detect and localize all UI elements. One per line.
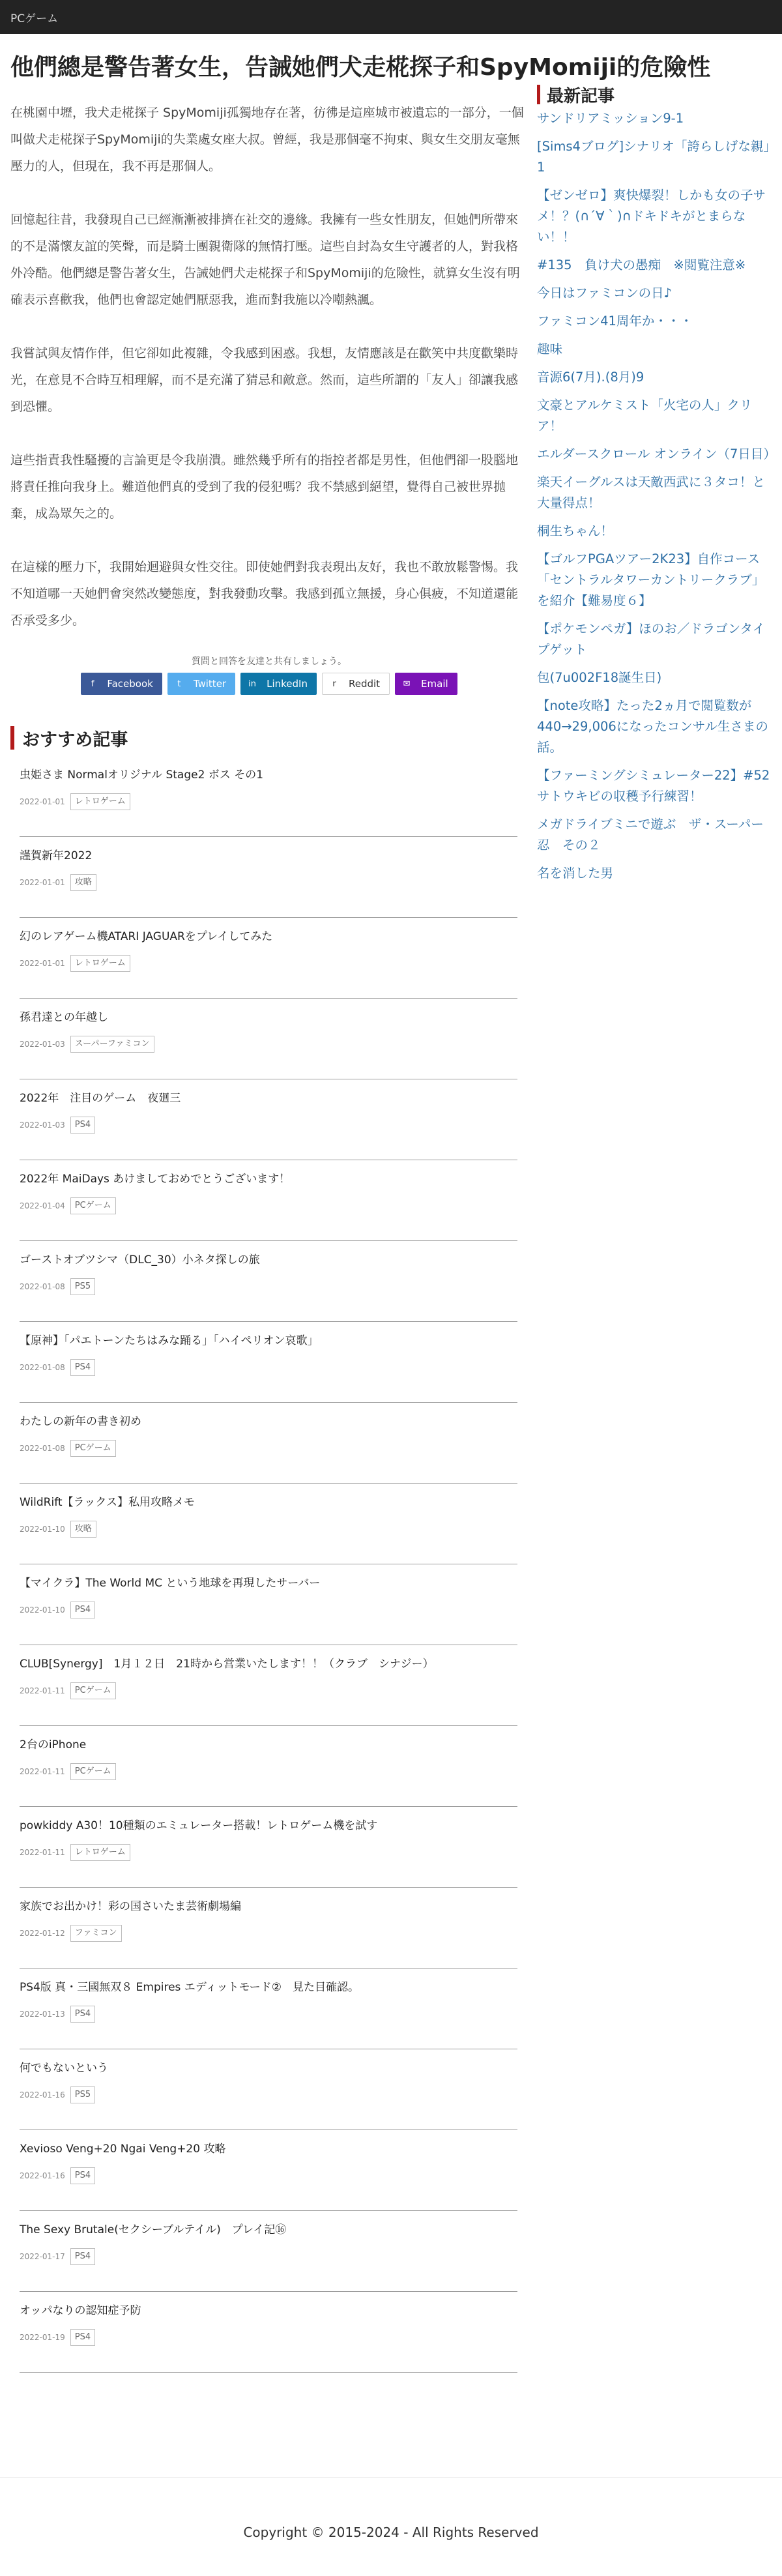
category-tag[interactable]: PS5 bbox=[70, 2086, 95, 2103]
recommended-item-meta bbox=[20, 1602, 517, 1618]
post-paragraph: 在桃園中壢，我犬走椛探子 SpyMomiji孤獨地存在著，彷彿是這座城市被遺忘的一部分，一個叫做犬走椛探子SpyMomiji的失業處女座大叔。曾經，我是那個毫不拘束、與女生交朋友毫無壓力的人，但現在，我不再是那個人。 bbox=[10, 106, 524, 173]
share-label: Twitter bbox=[193, 678, 227, 690]
post-paragraph: 這些指責我性騷擾的言論更是令我崩潰。雖然幾乎所有的指控者都是男性，但他們卻一股腦地將責任推向我身上。難道他們真的受到了我的侵犯嗎？我不禁感到絕望，覺得自己被世界拋棄，成為眾矢之的。 bbox=[10, 453, 519, 521]
linkedin-share-button[interactable] bbox=[240, 673, 317, 695]
category-tag[interactable]: PS5 bbox=[70, 1278, 95, 1295]
latest-posts-list bbox=[537, 108, 776, 884]
recommended-item-title[interactable]: 2台のiPhone bbox=[20, 1738, 87, 1751]
footer bbox=[0, 2477, 782, 2576]
category-tag[interactable]: 攻略 bbox=[70, 874, 96, 891]
post-paragraph: 我嘗試與友情作伴，但它卻如此複雜，令我感到困惑。我想，友情應該是在歡笑中共度歡樂時光，在意見不合時互相理解，而不是充滿了猜忌和敵意。然而，這些所謂的「友人」卻讓我感到恐懼。 bbox=[10, 346, 519, 414]
category-tag[interactable]: スーパーファミコン bbox=[70, 1036, 154, 1053]
recommended-item-title[interactable]: オッパなりの認知症予防 bbox=[20, 2304, 141, 2317]
sidebar-post-link[interactable]: 音源6(7月).(8月)9 bbox=[537, 370, 644, 385]
recommended-item-title[interactable]: CLUB[Synergy] 1月１２日 21時から営業いたします！！（クラブ シナジー） bbox=[20, 1658, 434, 1671]
post-date: 2022-01-03 bbox=[20, 1040, 65, 1049]
recommended-heading bbox=[10, 726, 528, 750]
recommended-item-title[interactable]: 【マイクラ】The World MC という地球を再現したサーバー bbox=[20, 1577, 321, 1590]
recommended-item-title[interactable]: 幻のレアゲーム機ATARI JAGUARをプレイしてみた bbox=[20, 930, 273, 943]
recommended-item[interactable] bbox=[20, 2130, 517, 2211]
post-date: 2022-01-12 bbox=[20, 1929, 65, 1938]
category-tag[interactable]: PS4 bbox=[70, 1117, 95, 1134]
twitter-share-button[interactable] bbox=[167, 673, 235, 695]
post-date: 2022-01-03 bbox=[20, 1120, 65, 1130]
recommended-item-title[interactable]: 何でもないという bbox=[20, 2062, 108, 2075]
share-label: Facebook bbox=[107, 678, 153, 690]
recommended-item-meta bbox=[20, 1278, 517, 1295]
recommended-item-title[interactable]: 【原神】「パエトーンたちはみな踊る」「ハイペリオン哀歌」 bbox=[20, 1334, 319, 1347]
copyright-text: Copyright © 2015-2024 - All Rights Reserved bbox=[243, 2525, 539, 2540]
sidebar-post-link[interactable]: 楽天イーグルスは天敵西武に３タコ！と大量得点！ bbox=[537, 475, 765, 510]
recommended-item-meta bbox=[20, 2006, 517, 2023]
recommended-item[interactable] bbox=[20, 1160, 517, 1241]
email-icon: ✉ bbox=[403, 679, 411, 689]
recommended-item-meta bbox=[20, 1763, 517, 1780]
post-date: 2022-01-11 bbox=[20, 1848, 65, 1857]
post-date: 2022-01-11 bbox=[20, 1686, 65, 1695]
category-tag[interactable]: PS4 bbox=[70, 1602, 95, 1618]
recommended-item[interactable] bbox=[20, 1888, 517, 1969]
post-paragraph: 在這樣的壓力下，我開始迴避與女性交往。即使她們對我表現出友好，我也不敢放鬆警惕。我不知道哪一天她們會突然改變態度，對我發動攻擊。我感到孤立無援，身心俱疲，不知道還能否承受多少。 bbox=[10, 560, 519, 628]
post-date: 2022-01-10 bbox=[20, 1605, 65, 1615]
recommended-item-title[interactable]: 2022年 注目のゲーム 夜廻三 bbox=[20, 1092, 181, 1105]
recommended-item-meta bbox=[20, 1844, 517, 1861]
sidebar-post-link[interactable]: 包(7u002F18誕生日) bbox=[537, 670, 662, 685]
post-paragraph: 回憶起往昔，我發現自己已經漸漸被排擠在社交的邊緣。我擁有一些女性朋友，但她們所帶來的不是滿懷友誼的笑聲，而是騎士團親衛隊的無情打壓。這些自封為女生守護者的人，對我格外冷酷。他們總是警告著女生，告誡她們犬走椛探子和SpyMomiji的危險性，就算女生沒有明確表示喜歡我，他們也會認定她們厭惡我，進而對我施以冷嘲熱諷。 bbox=[10, 212, 520, 307]
recommended-item-title[interactable]: WildRift【ラックス】私用攻略メモ bbox=[20, 1496, 195, 1509]
post-date: 2022-01-13 bbox=[20, 2010, 65, 2019]
category-tag[interactable]: PCゲーム bbox=[70, 1682, 116, 1699]
recommended-item-title[interactable]: ゴーストオブツシマ（DLC_30）小ネタ探しの旅 bbox=[20, 1253, 260, 1266]
recommended-item[interactable] bbox=[20, 918, 517, 999]
recommended-item[interactable] bbox=[20, 2049, 517, 2130]
post-date: 2022-01-16 bbox=[20, 2171, 65, 2180]
linkedin-icon: in bbox=[248, 679, 257, 689]
recommended-item-title[interactable]: 孫君達との年越し bbox=[20, 1011, 108, 1024]
share-caption: 質問と回答を友達と共有しましょう。 bbox=[192, 656, 347, 667]
post-date: 2022-01-19 bbox=[20, 2333, 65, 2342]
reddit-icon: r bbox=[332, 679, 336, 689]
recommended-item[interactable] bbox=[20, 1322, 517, 1403]
category-tag[interactable]: PCゲーム bbox=[70, 1440, 116, 1457]
recommended-item-meta bbox=[20, 2086, 517, 2103]
category-tag[interactable]: PCゲーム bbox=[70, 1763, 116, 1780]
recommended-item-title[interactable]: わたしの新年の書き初め bbox=[20, 1415, 141, 1428]
recommended-item[interactable] bbox=[20, 756, 517, 837]
sidebar-post-link[interactable]: 名を消した男 bbox=[537, 866, 614, 881]
recommended-item[interactable] bbox=[20, 1807, 517, 1888]
share-label: Email bbox=[421, 678, 448, 690]
sidebar-post-link[interactable]: [Sims4ブログ]シナリオ「誇らしげな親」1 bbox=[537, 139, 770, 175]
heading-accent-bar bbox=[10, 726, 14, 750]
category-tag[interactable]: PS4 bbox=[70, 2006, 95, 2023]
sidebar-post-link[interactable]: 桐生ちゃん！ bbox=[537, 523, 614, 538]
category-tag[interactable]: ファミコン bbox=[70, 1925, 122, 1942]
post-title: 他們總是警告著女生，告誡她們犬走椛探子和SpyMomiji的危險性 bbox=[10, 54, 711, 81]
post-date: 2022-01-08 bbox=[20, 1363, 65, 1372]
post-date: 2022-01-16 bbox=[20, 2090, 65, 2100]
sidebar-post-link[interactable]: エルダースクロール オンライン（7日目） bbox=[537, 446, 776, 461]
sidebar-post-link[interactable]: 文豪とアルケミスト「火宅の人」クリア！ bbox=[537, 398, 753, 433]
recommended-item[interactable] bbox=[20, 1969, 517, 2049]
recommended-item[interactable] bbox=[20, 2211, 517, 2292]
sidebar-post-link[interactable]: 今日はファミコンの日♪ bbox=[537, 285, 673, 300]
category-tag[interactable]: レトロゲーム bbox=[70, 1844, 130, 1861]
recommended-item-title[interactable]: 虫姫さま Normalオリジナル Stage2 ボス その1 bbox=[20, 768, 264, 782]
share-buttons bbox=[10, 673, 528, 695]
page-layout bbox=[0, 34, 782, 2373]
sidebar-post-link[interactable]: サンドリアミッション9-1 bbox=[537, 111, 684, 126]
recommended-item-meta bbox=[20, 1117, 517, 1134]
recommended-item-title[interactable]: Xevioso Veng+20 Ngai Veng+20 攻略 bbox=[20, 2143, 226, 2156]
category-tag[interactable]: レトロゲーム bbox=[70, 793, 130, 810]
category-tag[interactable]: レトロゲーム bbox=[70, 955, 130, 972]
recommended-item-meta bbox=[20, 2167, 517, 2184]
recommended-item-meta bbox=[20, 1197, 517, 1214]
sidebar bbox=[537, 34, 776, 2373]
recommended-item-meta bbox=[20, 2248, 517, 2265]
sidebar-heading-text: 最新記事 bbox=[547, 86, 615, 106]
facebook-icon: f bbox=[91, 679, 94, 689]
post-date: 2022-01-04 bbox=[20, 1201, 65, 1210]
sidebar-post-link[interactable]: #135 負け犬の愚痴 ※閲覧注意※ bbox=[537, 257, 746, 272]
site-name[interactable]: PCゲーム bbox=[10, 12, 59, 25]
share-label: Reddit bbox=[348, 678, 381, 690]
post-date: 2022-01-08 bbox=[20, 1444, 65, 1453]
recommended-item-meta bbox=[20, 2329, 517, 2346]
recommended-item[interactable] bbox=[20, 1403, 517, 1484]
recommended-item[interactable] bbox=[20, 999, 517, 1079]
post-date: 2022-01-11 bbox=[20, 1767, 65, 1776]
facebook-share-button[interactable] bbox=[81, 673, 162, 695]
post-date: 2022-01-10 bbox=[20, 1525, 65, 1534]
sidebar-post-link[interactable]: 趣味 bbox=[537, 342, 563, 357]
recommended-heading-text: おすすめ記事 bbox=[22, 729, 128, 750]
recommended-item-meta bbox=[20, 1521, 517, 1538]
category-tag[interactable]: PS4 bbox=[70, 2248, 95, 2265]
post-date: 2022-01-01 bbox=[20, 797, 65, 806]
heading-accent-bar bbox=[537, 85, 540, 104]
recommended-item-title[interactable]: 2022年 MaiDays あけましておめでとうございます！ bbox=[20, 1173, 291, 1186]
recommended-item-title[interactable]: powkiddy A30！10種類のエミュレーター搭載！レトロゲーム機を試す bbox=[20, 1819, 378, 1832]
sidebar-heading bbox=[537, 85, 772, 104]
recommended-item-title[interactable]: The Sexy Brutale(セクシーブルテイル) プレイ記⑯ bbox=[20, 2223, 287, 2236]
category-tag[interactable]: PCゲーム bbox=[70, 1197, 116, 1214]
sidebar-post-link[interactable]: 【ゴルフPGAツアー2K23】自作コース「セントラルタワーカントリークラブ」を紹介【難易度６】 bbox=[537, 551, 765, 608]
category-tag[interactable]: PS4 bbox=[70, 1359, 95, 1376]
recommended-item-meta bbox=[20, 1925, 517, 1942]
sidebar-post-link[interactable]: 【ポケモンペガ】ほのお／ドラゴンタイプゲット bbox=[537, 621, 766, 657]
category-tag[interactable]: PS4 bbox=[70, 2167, 95, 2184]
recommended-item-meta bbox=[20, 1036, 517, 1053]
reddit-share-button[interactable] bbox=[322, 673, 390, 695]
recommended-item-title[interactable]: 謹賀新年2022 bbox=[20, 849, 93, 862]
recommended-item-meta bbox=[20, 793, 517, 810]
post-date: 2022-01-17 bbox=[20, 2252, 65, 2261]
twitter-icon: t bbox=[177, 679, 181, 689]
post-date: 2022-01-08 bbox=[20, 1282, 65, 1291]
recommended-item-meta bbox=[20, 955, 517, 972]
recommended-item-meta bbox=[20, 874, 517, 891]
recommended-item[interactable] bbox=[20, 1726, 517, 1807]
recommended-item-meta bbox=[20, 1359, 517, 1376]
post-date: 2022-01-01 bbox=[20, 959, 65, 968]
post-body bbox=[10, 100, 528, 634]
sidebar-post-link[interactable]: 【ファーミングシミュレーター22】#52 サトウキビの収穫予行練習！ bbox=[537, 768, 770, 804]
category-tag[interactable]: 攻略 bbox=[70, 1521, 96, 1538]
sidebar-post-link[interactable]: メガドライブミニで遊ぶ ザ・スーパー忍 その２ bbox=[537, 817, 764, 853]
sidebar-post-link[interactable]: ファミコン41周年か・・・ bbox=[537, 314, 693, 329]
top-navbar bbox=[0, 0, 782, 34]
recommended-item-meta bbox=[20, 1682, 517, 1699]
recommended-item[interactable] bbox=[20, 837, 517, 918]
recommended-item[interactable] bbox=[20, 1564, 517, 1645]
post-date: 2022-01-01 bbox=[20, 878, 65, 887]
share-label: LinkedIn bbox=[267, 678, 308, 690]
sidebar-post-link[interactable]: 【note攻略】たった2ヵ月で閲覧数が440→29,006になったコンサル生さまの話。 bbox=[537, 698, 768, 755]
recommended-item-meta bbox=[20, 1440, 517, 1457]
recommended-item[interactable] bbox=[20, 2292, 517, 2373]
sidebar-post-link[interactable]: 【ゼンゼロ】爽快爆裂！しかも女の子サメ！？(∩´∀｀)∩ドキドキがとまらない！！ bbox=[537, 188, 766, 244]
category-tag[interactable]: PS4 bbox=[70, 2329, 95, 2346]
share-section bbox=[10, 654, 528, 695]
email-share-button[interactable] bbox=[395, 673, 457, 695]
recommended-item-title[interactable]: PS4版 真・三國無双８ Empires エディットモード② 見た目確認。 bbox=[20, 1981, 360, 1994]
recommended-item[interactable] bbox=[20, 1484, 517, 1564]
recommended-item[interactable] bbox=[20, 1645, 517, 1726]
recommended-item-title[interactable]: 家族でお出かけ！彩の国さいたま芸術劇場編 bbox=[20, 1900, 241, 1913]
recommended-item[interactable] bbox=[20, 1079, 517, 1160]
recommended-item[interactable] bbox=[20, 1241, 517, 1322]
recommended-list bbox=[20, 756, 517, 2373]
